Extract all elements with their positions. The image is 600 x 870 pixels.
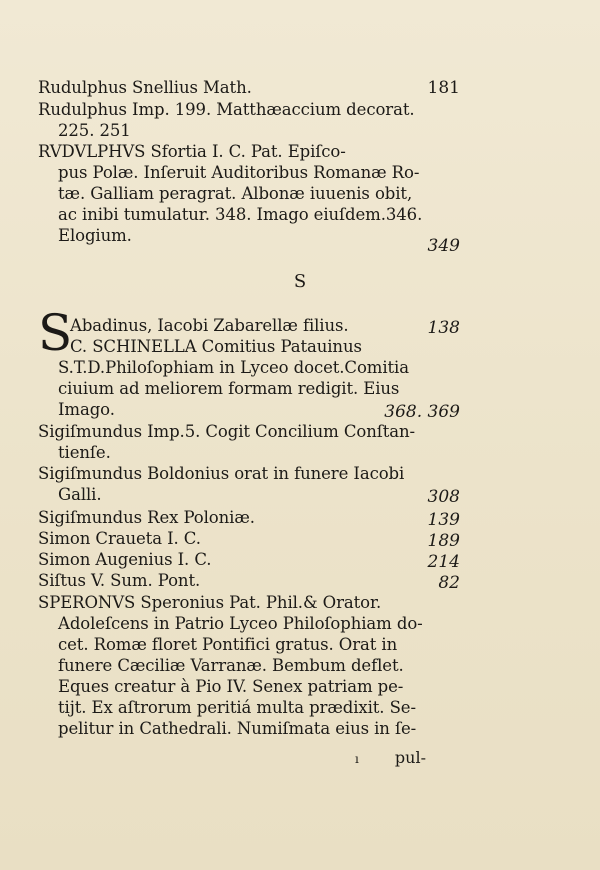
index-line: cet. Romæ floret Pontifici gratus. Orat in [58, 635, 398, 654]
index-line: Eques creatur à Pio IV. Senex patriam pe- [58, 677, 404, 696]
page-ref: 308 [427, 487, 460, 507]
page-ref: 138 [427, 318, 460, 338]
index-line: Imago. [58, 400, 115, 419]
index-line: Galli. [58, 485, 102, 504]
index-line: C. SCHINELLA Comitius Patauinus [70, 337, 362, 356]
index-line: ciuium ad meliorem formam redigit. Eius [58, 379, 400, 398]
page-ref: 82 [438, 573, 460, 593]
page-number: 181 [427, 78, 460, 98]
index-line: Rudulphus Snellius Math. [38, 78, 252, 97]
index-line: Sigiſmundus Rex Poloniæ. [38, 508, 255, 527]
index-line: Abadinus, Iacobi Zabarellæ filius. [70, 316, 349, 335]
index-line: 225. 251 [58, 121, 131, 140]
index-line: Elogium. [58, 226, 132, 245]
index-line: ac inibi tumulatur. 348. Imago eiuſdem.346. [58, 205, 423, 224]
index-line: tijt. Ex aſtrorum peritiá multa prædixit. Se- [58, 698, 416, 717]
index-line: Simon Augenius I. C. [38, 550, 212, 569]
index-line: SPERONVS Speronius Pat. Phil.& Orator. [38, 593, 382, 612]
index-line: Siſtus V. Sum. Pont. [38, 571, 201, 590]
drop-cap: S [38, 304, 73, 362]
index-line: Rudulphus Imp. 199. Matthæaccium decorat. [38, 100, 415, 119]
page-ref: 139 [427, 510, 460, 530]
index-line: Sigiſmundus Boldonius orat in funere Iacobi [38, 464, 405, 483]
index-line: pelitur in Cathedrali. Numiſmata eius in ſe- [58, 719, 417, 738]
section-letter: S [293, 271, 307, 292]
index-line: RVDVLPHVS Sfortia I. C. Pat. Epiſco- [38, 142, 346, 161]
index-line: S.T.D.Philoſophiam in Lyceo docet.Comitia [58, 358, 409, 377]
index-line: Sigiſmundus Imp.5. Cogit Concilium Conſtan- [38, 422, 415, 441]
index-line: funere Cæciliæ Varranæ. Bembum deflet. [58, 656, 404, 675]
index-line: Simon Craueta I. C. [38, 529, 201, 548]
page-ref: 349 [427, 236, 460, 256]
page-ref: 368. 369 [384, 402, 460, 422]
page-ref: 214 [427, 552, 460, 572]
index-line: tæ. Galliam peragrat. Albonæ iuuenis obit, [58, 184, 413, 203]
index-line: pus Polæ. Inſeruit Auditoribus Romanæ Ro- [58, 163, 420, 182]
page-ref: 189 [427, 531, 460, 551]
stray-mark: ı [355, 752, 359, 766]
index-line: tienſe. [58, 443, 111, 462]
index-line: Adoleſcens in Patrio Lyceo Philoſophiam do- [58, 614, 423, 633]
catchword: pul- [394, 748, 426, 767]
